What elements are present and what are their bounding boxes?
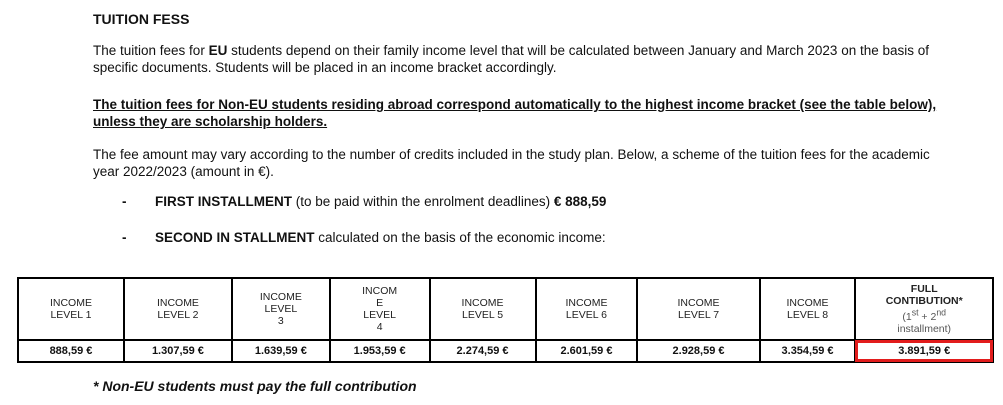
header-label: INCOME LEVEL 8	[786, 297, 829, 321]
eu-bold-text: EU	[208, 43, 228, 58]
income-level-6-header	[536, 278, 638, 340]
income-level-4-value: 1.953,59 €	[330, 340, 430, 362]
eu-fees-text-post: students depend on their family income level that will be calculated between January and March 2023 on the basis of specific documents. Students will be placed in an income bracket accordingly.	[93, 43, 929, 75]
eu-fees-paragraph	[93, 42, 953, 76]
footnote: * Non-EU students must pay the full contribution	[93, 378, 417, 394]
second-installment-title: SECOND IN STALLMENT	[155, 230, 315, 245]
first-installment-item	[122, 194, 606, 209]
installment-note	[897, 307, 952, 336]
income-level-5-header	[430, 278, 536, 340]
second-installment-text: calculated on the basis of the economic income:	[314, 230, 606, 245]
bullet-dash: -	[122, 194, 127, 209]
table-values-row	[18, 340, 993, 362]
table-header-row	[18, 278, 993, 340]
income-level-3-header	[232, 278, 330, 340]
income-level-2-header	[124, 278, 232, 340]
tuition-fees-table	[17, 277, 994, 363]
installment-note-close: installment)	[897, 323, 952, 336]
full-contribution-value: 3.891,59 €	[855, 340, 993, 362]
eu-fees-text-pre: The tuition fees for	[93, 43, 209, 58]
income-level-7-value: 2.928,59 €	[637, 340, 759, 362]
header-label: INCOME LEVEL 6	[565, 297, 608, 321]
income-level-2-value: 1.307,59 €	[124, 340, 232, 362]
non-eu-fees-paragraph: The tuition fees for Non-EU students residing abroad correspond automatically to the highest income bracket (see the table below), unless they are scholarship holders.	[93, 97, 937, 129]
first-installment-title: FIRST INSTALLMENT	[155, 194, 292, 209]
bullet-dash: -	[122, 230, 127, 245]
first-installment-amount: € 888,59	[553, 194, 607, 209]
header-label: INCOME LEVEL 7	[677, 297, 720, 321]
installment-note-open: (1	[902, 311, 912, 324]
page-heading: TUITION FESS	[93, 11, 190, 27]
income-level-8-value: 3.354,59 €	[760, 340, 856, 362]
installment-note-mid: + 2	[918, 311, 937, 324]
first-installment-text: (to be paid within the enrolment deadlines)	[291, 194, 554, 209]
income-level-1-header	[18, 278, 124, 340]
header-label: INCOM E LEVEL 4	[362, 285, 398, 333]
income-level-4-header	[330, 278, 430, 340]
header-label: INCOME LEVEL 1	[49, 297, 92, 321]
full-contribution-header	[855, 278, 993, 340]
income-level-8-header	[760, 278, 856, 340]
income-level-5-value: 2.274,59 €	[430, 340, 536, 362]
income-level-1-value: 888,59 €	[18, 340, 124, 362]
income-level-7-header	[637, 278, 759, 340]
header-label: INCOME LEVEL 2	[156, 297, 199, 321]
header-label: INCOME LEVEL 5	[461, 297, 504, 321]
full-contribution-title: FULL CONTIBUTION*	[885, 282, 963, 307]
header-label: INCOME LEVEL 3	[259, 291, 302, 327]
superscript-nd: nd	[936, 307, 947, 318]
income-level-3-value: 1.639,59 €	[232, 340, 330, 362]
superscript-st: st	[911, 307, 919, 318]
second-installment-item	[122, 230, 606, 245]
income-level-6-value: 2.601,59 €	[536, 340, 638, 362]
fee-amount-paragraph: The fee amount may vary according to the number of credits included in the study plan. Below, a scheme of the tuition fees for the academic year 2022/2023 (amount in €).	[93, 147, 930, 179]
